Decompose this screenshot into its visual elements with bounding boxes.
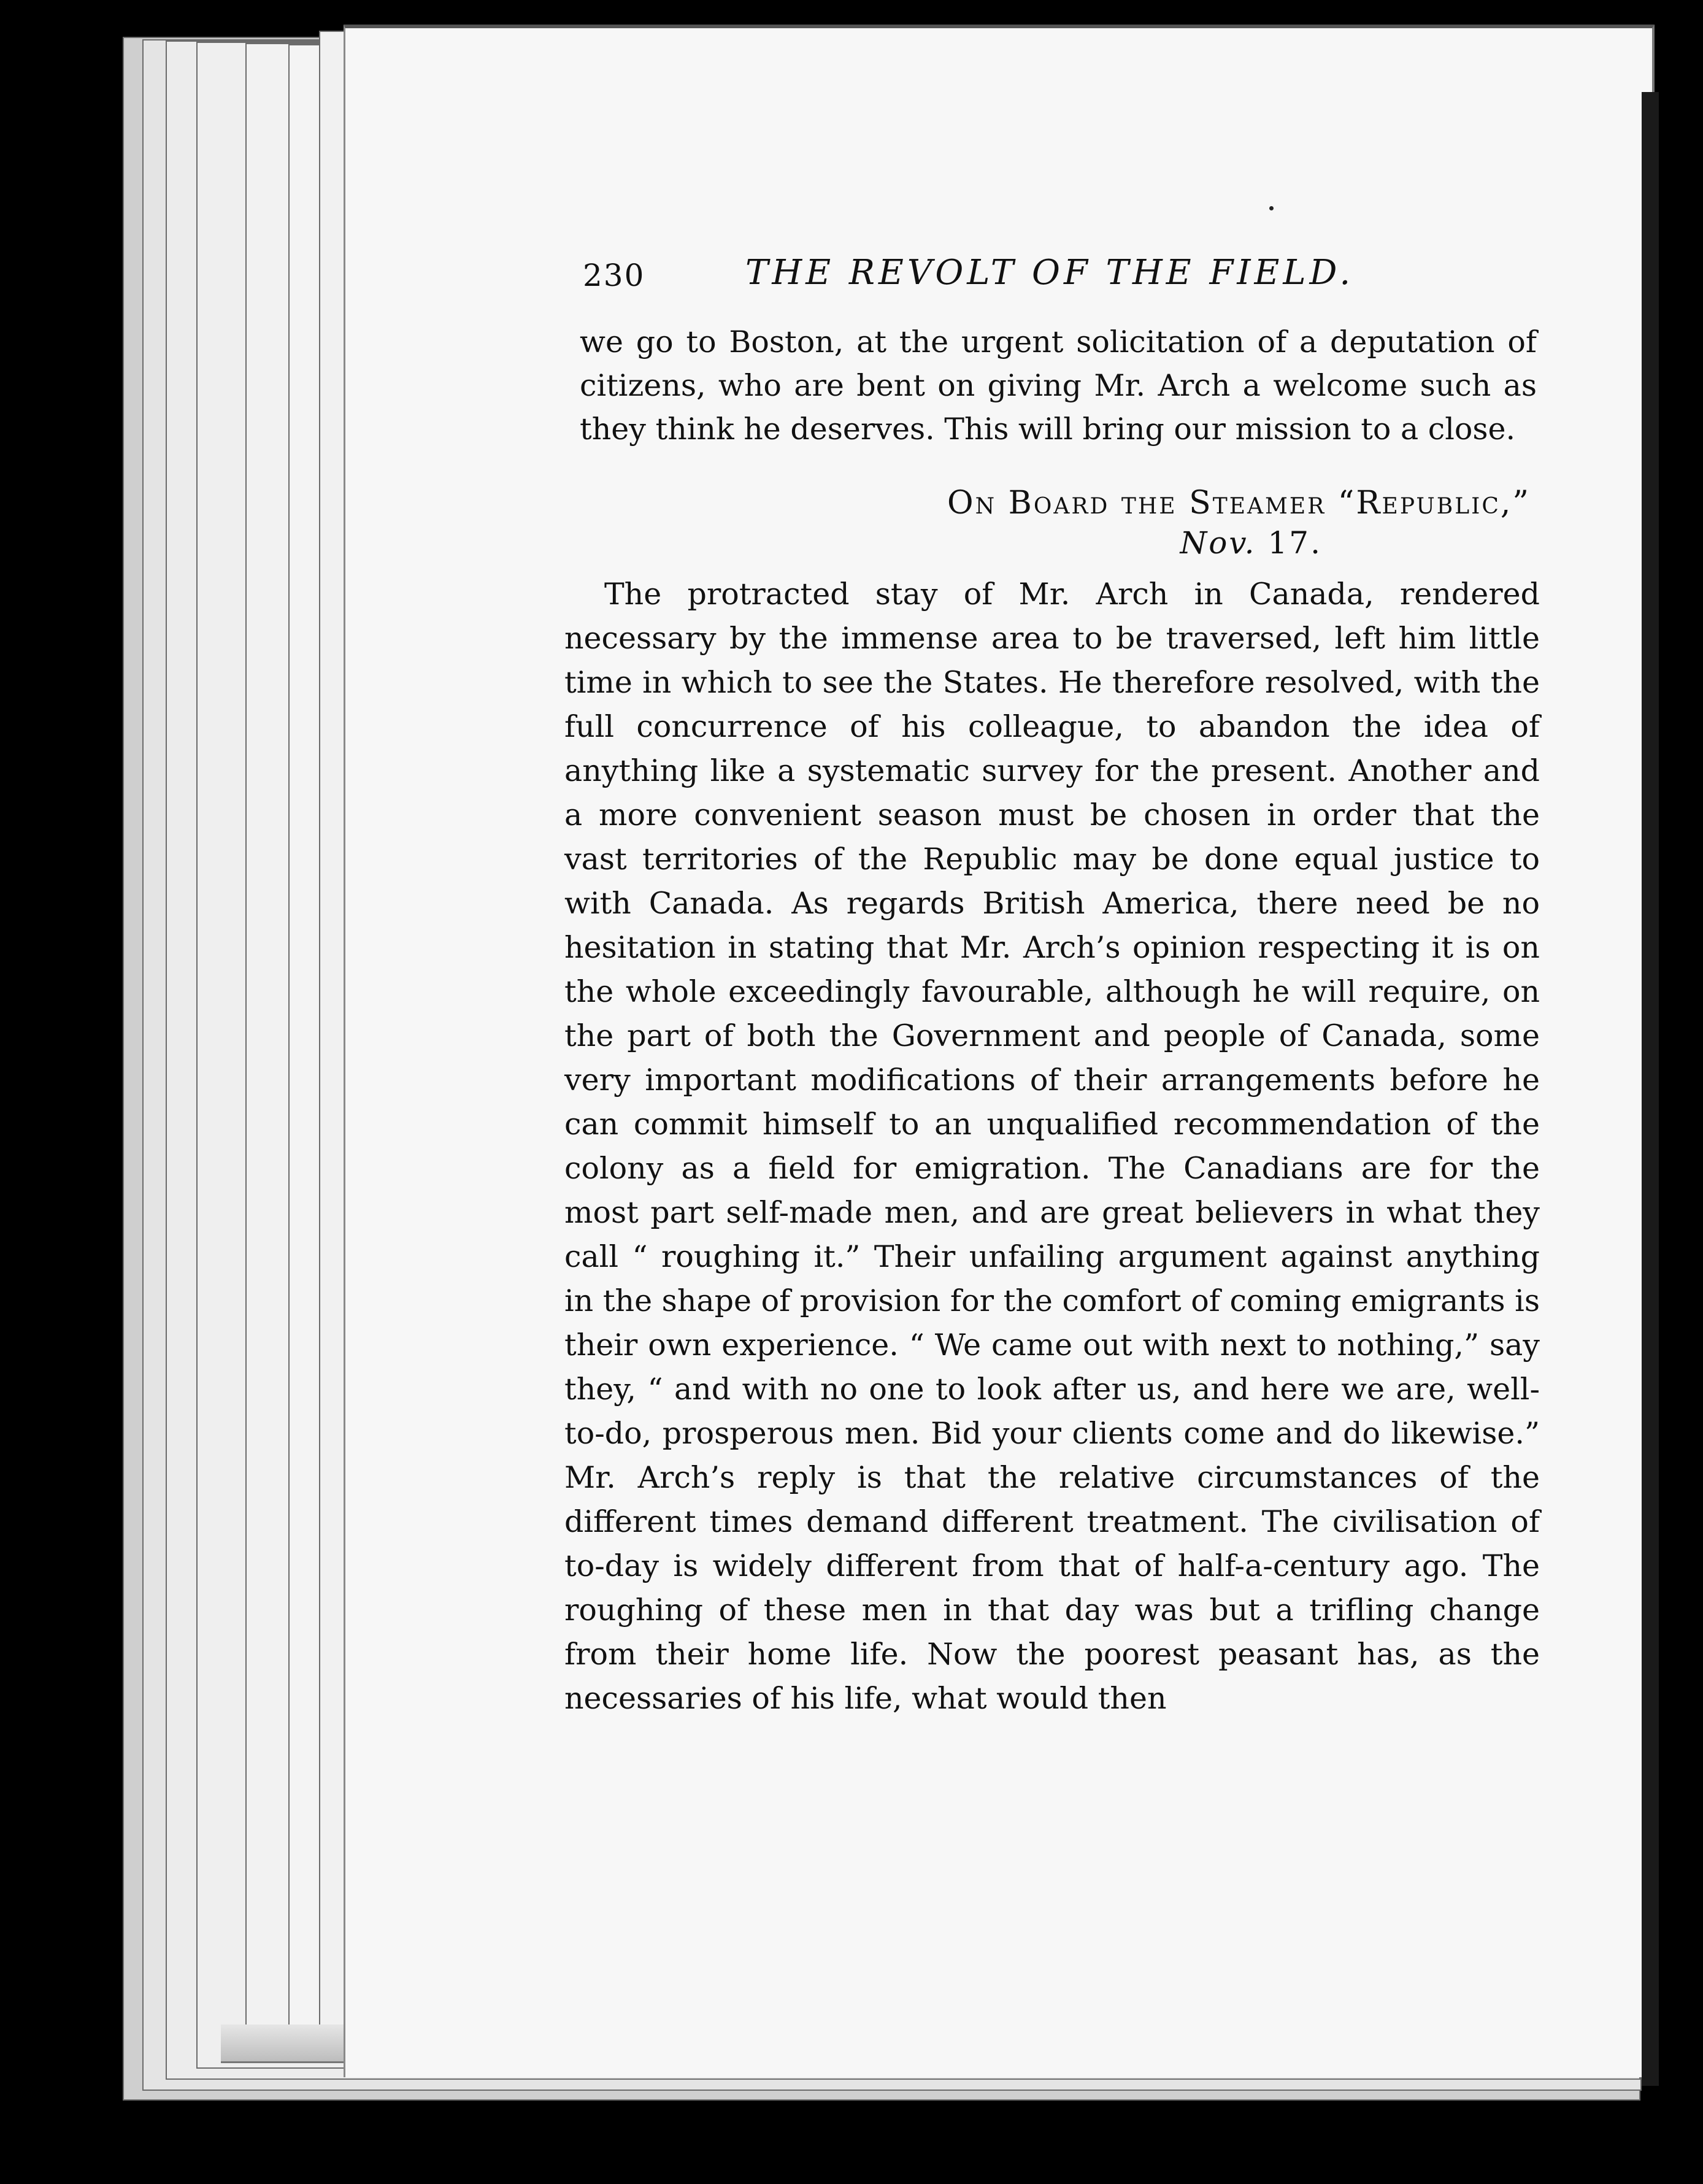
print-speck: [1269, 206, 1274, 210]
page-text: [552, 253, 1546, 1721]
paragraph-1: we go to Boston, at the urgent solicitation of a deputation of citizens, who are bent on giving Mr. Arch a welcome such as they think he deserves. This will bring our mission to a close.: [580, 325, 1537, 447]
dateline-place: On Board the Steamer “Republic,”: [947, 485, 1531, 521]
page-number: 230: [583, 258, 645, 293]
dateline-date: [552, 525, 1531, 561]
running-head-title: THE REVOLT OF THE FIELD.: [745, 253, 1355, 293]
book-gutter: [1642, 92, 1659, 2086]
paragraph-2: The protracted stay of Mr. Arch in Canada, rendered necessary by the immense area to be traversed, left him little time in which to see the States. He therefore resolved, with the full concurrence of his colleague, to abandon the idea of anything like a systematic survey for the present. Another and a more convenient season must be chosen in order that the vast territories of the Republic may be done equal justice to with Canada. As regards British America, there need be no hesitation in stating that Mr. Arch’s opinion respecting it is on the whole exceedingly favourable, although he will require, on the part of both the Government and people of Canada, some very important modifications of their arrangements before he can commit himself to an unqualified recommendation of the colony as a field for emigration. The Canadians are for the most part self-made men, and are great believers in what they call “ roughing it.” Their unfailing argument against anything in the shape of provision for the comfort of coming emigrants is their own experience. “ We came out with next to nothing,” say they, “ and with no one to look after us, and here we are, well-to-do, prosperous men. Bid your clients come and do likewise.” Mr. Arch’s reply is that the relative circumstances of the different times demand different treatment. The civilisation of to-day is widely different from that of half-a-century ago. The roughing of these men in that day was but a trifling change from their home life. Now the poorest peasant has, as the necessaries of his life, what would then: [564, 577, 1540, 1716]
running-head: [583, 253, 1546, 307]
dateline: [552, 482, 1546, 561]
dateline-month: Nov.: [1180, 525, 1256, 561]
dateline-day: 17.: [1267, 525, 1322, 561]
